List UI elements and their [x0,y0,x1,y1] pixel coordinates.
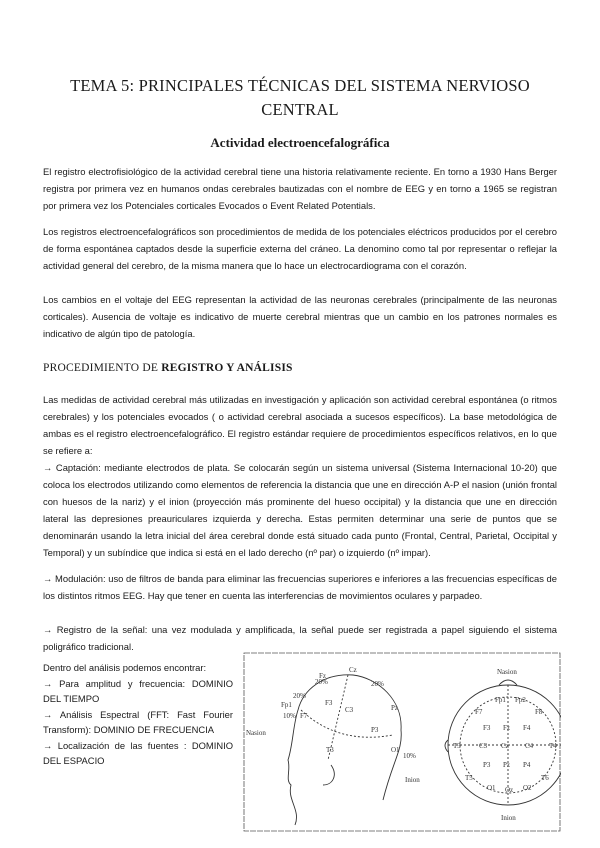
modulacion-paragraph: → Modulación: uso de filtros de banda para eliminar las frecuencias superiores e inferiores a las frecuencias específicas de los distintos ritmos EEG. Hay que tener en cuenta las interferencias de movimientos oculares y parpadeo. [43,573,557,601]
captacion-paragraph: → Captación: mediante electrodos de plata. Se colocarán según un sistema universal (Sistema Internacional 10-20) que coloca los electrodos utilizando como elementos de referencia la distancia que une en dirección A-P el nasion (unión frontal con huesos de la nariz) y el inion (proyección más prominente del hueso occipital) y la distancia que une en dirección lateral las depresiones preauriculares izquierda y derecha. Estas permiten determinar una serie de puntos que se denominarán usando la letra inicial del área cerebral donde está situado cada punto (Frontal, Central, Parietal, Occipital y Temporal) y un subíndice que indica si está en el lado derecho (nº par) o izquierdo (nº impar). [43,462,557,558]
electrode-label: T6 [541,774,549,782]
inion-label: Inion [405,776,420,784]
nasion-top-label: Nasion [497,668,517,676]
pct-label: 10% [403,752,416,760]
section-heading [43,362,293,374]
electrode-label: F7 [475,708,483,716]
electrode-label: Oz [505,786,514,794]
analysis-item: → Análisis Espectral (FFT: Fast Fourier Transform): DOMINIO DE FRECUENCIA [43,708,233,735]
heading-bold: REGISTRO Y ANÁLISIS [161,362,293,374]
electrode-label: T3 [453,742,461,750]
electrode-label: P3 [371,726,379,734]
electrode-label: C3 [479,742,488,750]
figure-border [244,653,560,831]
electrode-label: T4 [549,742,557,750]
electrode-label: O2 [523,784,532,792]
electrode-label: Cz [349,666,357,674]
electrode-label: Pz [391,704,398,712]
electrode-label: P4 [523,761,531,769]
electrode-label: Pz [503,761,510,769]
pct-label: 20% [315,678,328,686]
inion-top-label: Inion [501,814,516,822]
analysis-intro: Dentro del análisis podemos encontrar: [43,662,207,673]
electrode-label: C4 [525,742,534,750]
analysis-list [43,660,233,769]
heading-normal: PROCEDIMIENTO DE [43,362,162,374]
electrode-label: O1 [487,784,496,792]
electrode-label: Fp1 [495,696,506,704]
intro-paragraph: El registro electrofisiológico de la actividad cerebral tiene una historia relativamente reciente. En torno a 1930 Hans Berger registra por primera vez en humanos ondas cerebrales bautizadas con el nombre de EEG y en torno a 1965 se registran por primera vez los Potenciales corticales Evocados o Event Related Potentials. [43,166,557,211]
electrode-label: T5 [465,774,473,782]
electrode-label: Fp2 [515,696,526,704]
registro-paragraph: → Registro de la señal: una vez modulada y amplificada, la señal puede ser registrada a papel siguiendo el sistema poligráfico tradicional. [43,624,557,652]
electrode-label: O1 [391,746,400,754]
page-title [60,74,540,122]
body-paragraph: Las medidas de actividad cerebral más utilizadas en investigación y aplicación son actividad cerebral espontánea (o ritmos cerebrales) y los potenciales evocados ( o actividad cerebral asociada a sucesos específicos). La base metodológica de ambas es el registro electroencefalográfico. El registro estándar requiere de procedimientos específicos relativos, en lo que se refiere a: [43,394,557,456]
pct-label: 10% [283,712,296,720]
electrode-label: F8 [535,708,543,716]
electrode-label: Fp1 [281,701,292,709]
electrode-label: F4 [523,724,531,732]
electrode-label: Cz [501,742,509,750]
pct-label: 20% [371,680,384,688]
intro-paragraph: Los cambios en el voltaje del EEG representan la actividad de las neuronas cerebrales (principalmente de las neuronas corticales). Ausencia de voltaje es indicativo de muerte cerebral mientras que un cambio en los patrones normales es indicativo de algún tipo de patología. [43,294,557,339]
electrode-label: T3 [326,746,334,754]
electrode-label: Fz [503,724,510,732]
title-line-1: TEMA 5: PRINCIPALES TÉCNICAS DEL SISTEMA NERVIOSO [70,76,530,95]
electrode-label: F3 [325,699,333,707]
electrode-label: Fz [319,672,326,680]
eeg-10-20-figure [243,650,561,834]
electrode-label: C3 [345,706,354,714]
analysis-item: → Para amplitud y frecuencia: DOMINIO DEL TIEMPO [43,677,233,704]
analysis-item: → Localización de las fuentes : DOMINIO DEL ESPACIO [43,739,233,766]
electrode-label: F3 [483,724,491,732]
intro-paragraph: Los registros electroencefalográficos son procedimientos de medida de los potenciales eléctricos producidos por el cerebro de forma espontánea captados desde la superficie externa del cráneo. La denomino como tal por representar o reflejar la actividad general del cerebro, de la misma manera que lo hace un electrocardiograma con el corazón. [43,226,557,271]
title-line-2: CENTRAL [261,100,339,119]
section-subtitle: Actividad electroencefalográfica [210,135,390,150]
pct-label: 20% [293,692,306,700]
nasion-label: Nasion [246,729,266,737]
electrode-label: P3 [483,761,491,769]
electrode-label: F7 [300,712,308,720]
